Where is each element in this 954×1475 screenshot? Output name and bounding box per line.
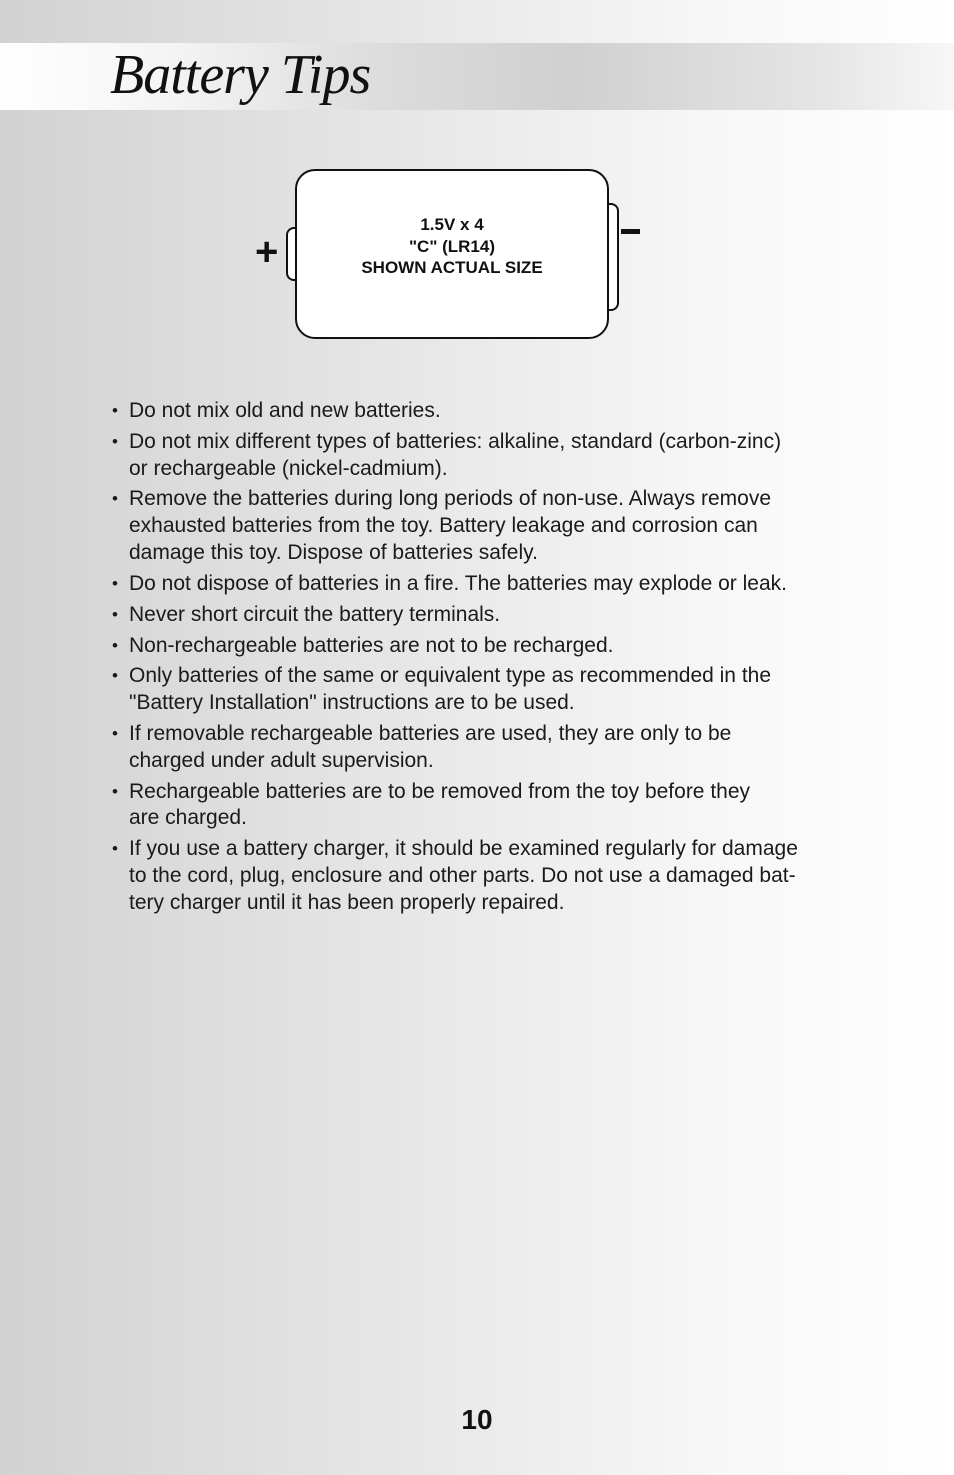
- battery-label-line: SHOWN ACTUAL SIZE: [361, 258, 543, 277]
- bullet-icon: •: [112, 604, 118, 624]
- tip-text-line: are charged.: [129, 806, 247, 830]
- tip-item: [112, 779, 872, 832]
- bullet-icon: •: [112, 666, 118, 686]
- battery-label: [295, 214, 609, 279]
- bullet-icon: •: [112, 635, 118, 655]
- tip-item: [112, 398, 872, 425]
- tip-text-line: Do not dispose of batteries in a fire. The batteries may explode or leak.: [129, 571, 787, 595]
- battery-diagram: [250, 160, 650, 350]
- tip-item: [112, 836, 872, 916]
- tip-text-line: Remove the batteries during long periods of non-use. Always remove: [129, 487, 772, 511]
- tip-text-line: "Battery Installation" instructions are to be used.: [129, 691, 575, 715]
- tip-text-line: exhausted batteries from the toy. Battery leakage and corrosion can: [129, 514, 758, 538]
- tip-text-line: Do not mix old and new batteries.: [129, 399, 441, 422]
- tip-text-line: damage this toy. Dispose of batteries safely.: [129, 540, 538, 564]
- tip-text-line: Rechargeable batteries are to be removed from the toy before they: [129, 779, 751, 803]
- battery-label-line: 1.5V x 4: [420, 215, 484, 234]
- tip-text-line: Non-rechargeable batteries are not to be recharged.: [129, 633, 614, 657]
- bullet-icon: •: [112, 781, 118, 801]
- bullet-icon: •: [112, 401, 118, 420]
- tip-item: [112, 486, 872, 566]
- tip-text-line: to the cord, plug, enclosure and other parts. Do not use a damaged bat-: [129, 863, 796, 887]
- tip-text-line: If you use a battery charger, it should be examined regularly for damage: [129, 837, 798, 861]
- bullet-icon: •: [112, 573, 118, 593]
- tip-text-line: Do not mix different types of batteries: alkaline, standard (carbon-zinc): [129, 429, 782, 453]
- tip-text-line: Only batteries of the same or equivalent type as recommended in the: [129, 664, 772, 688]
- tip-text-line: or rechargeable (nickel-cadmium).: [129, 456, 448, 480]
- tip-item: [112, 571, 872, 598]
- tip-text-line: Never short circuit the battery terminals.: [129, 602, 501, 626]
- tip-text-line: If removable rechargeable batteries are used, they are only to be: [129, 722, 732, 746]
- plus-sign: +: [255, 230, 279, 274]
- battery-tips-list: [112, 398, 872, 921]
- battery-label-line: "C" (LR14): [408, 236, 495, 256]
- page-title: Battery Tips: [110, 44, 371, 106]
- tip-item: [112, 663, 872, 716]
- tip-item: [112, 602, 872, 629]
- tip-item: [112, 429, 872, 482]
- bullet-icon: •: [112, 489, 118, 509]
- tip-text-line: tery charger until it has been properly repaired.: [129, 890, 565, 914]
- tip-item: [112, 721, 872, 774]
- tip-text-line: charged under adult supervision.: [129, 748, 434, 772]
- bullet-icon: •: [112, 431, 118, 451]
- minus-sign: [621, 229, 640, 234]
- bullet-icon: •: [112, 724, 118, 744]
- page-number: 10: [461, 1404, 493, 1435]
- bullet-icon: •: [112, 839, 118, 859]
- tip-item: [112, 633, 872, 660]
